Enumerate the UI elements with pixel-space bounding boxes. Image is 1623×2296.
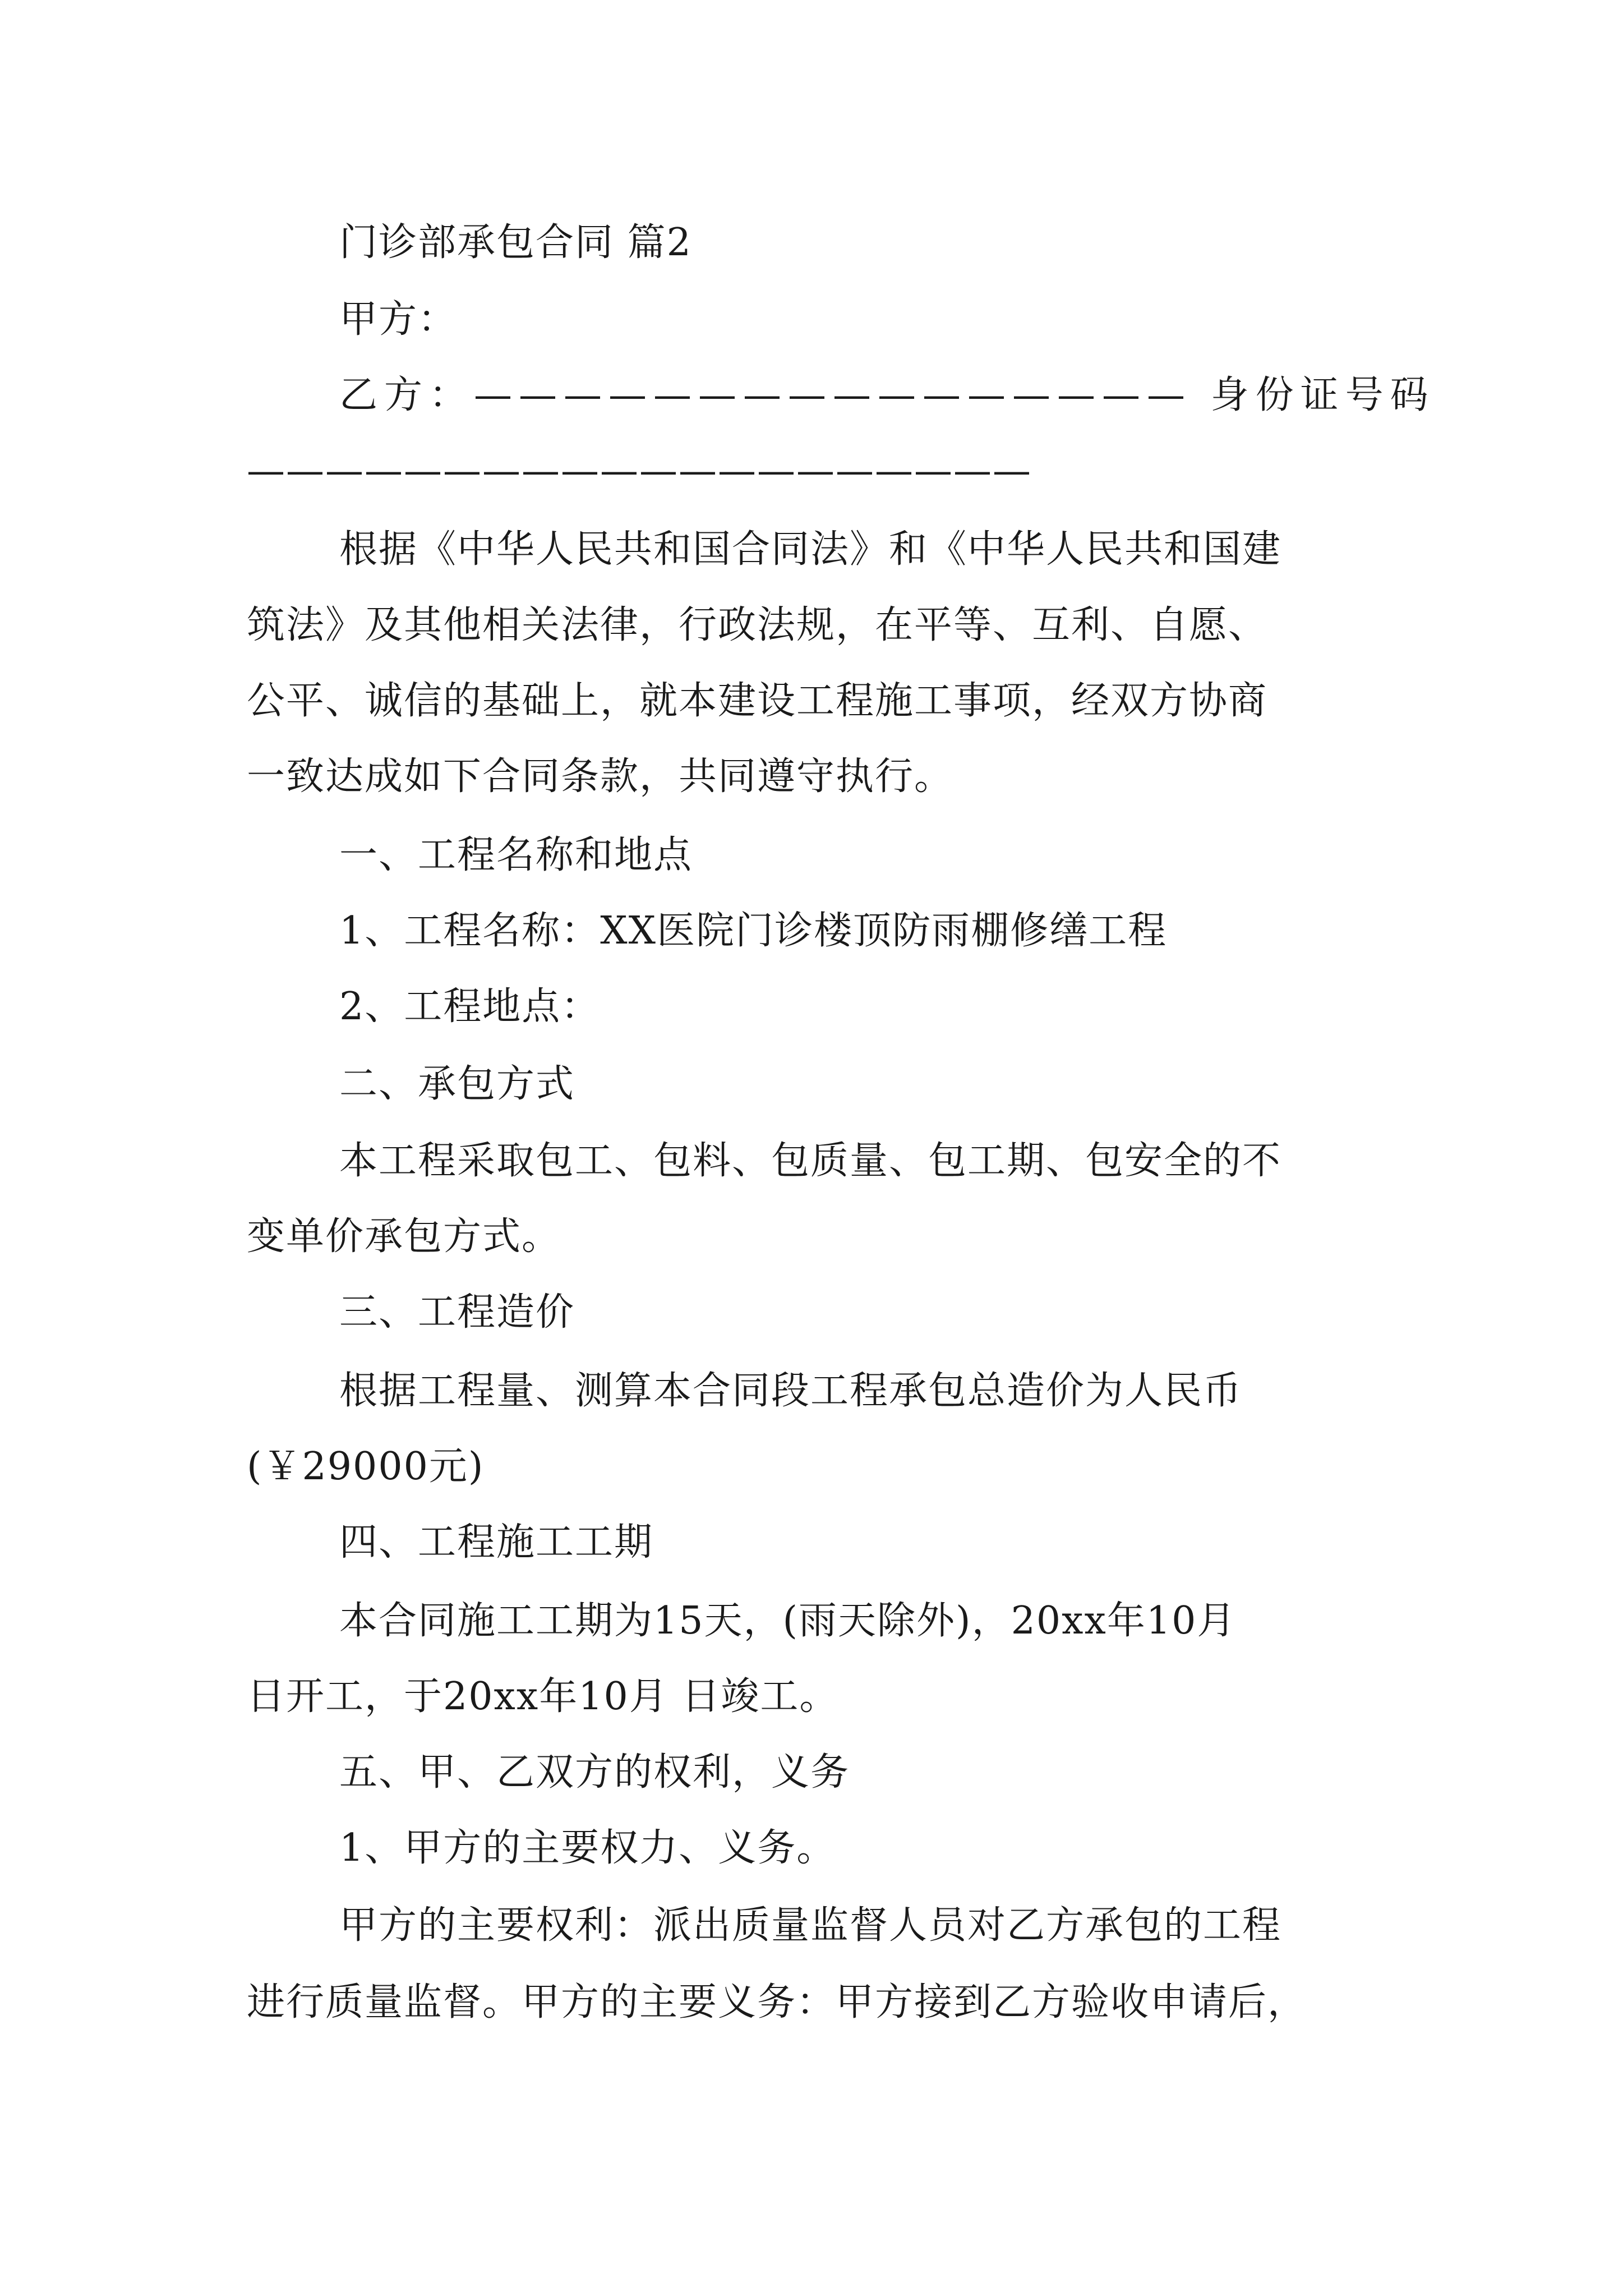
intro-paragraph-line-1: 根据《中华人民共和国合同法》和《中华人民共和国建 bbox=[339, 527, 1282, 572]
section-5-item-1: 1、甲方的主要权力、义务。 bbox=[339, 1826, 836, 1870]
section-3-heading: 三、工程造价 bbox=[339, 1290, 575, 1335]
section-2-paragraph-line-2: 变单价承包方式。 bbox=[247, 1214, 561, 1259]
section-4-heading: 四、工程施工工期 bbox=[339, 1520, 654, 1565]
party-a-line: 甲方： bbox=[339, 297, 458, 342]
section-5-paragraph-line-2: 进行质量监督。甲方的主要义务：甲方接到乙方验收申请后， bbox=[247, 1980, 1307, 2024]
section-4-paragraph-line-1: 本合同施工工期为15天，(雨天除外)，20xx年10月 bbox=[339, 1599, 1237, 1643]
section-1-item-2: 2、工程地点： bbox=[339, 984, 601, 1029]
section-3-paragraph-line-2: (￥29000元) bbox=[247, 1444, 485, 1489]
section-4-paragraph-line-2: 日开工，于20xx年10月 日竣工。 bbox=[247, 1674, 839, 1719]
section-2-paragraph-line-1: 本工程采取包工、包料、包质量、包工期、包安全的不 bbox=[339, 1139, 1282, 1183]
party-b-id-line: ———————————————————— bbox=[247, 449, 1032, 493]
section-3-paragraph-line-1: 根据工程量、测算本合同段工程承包总造价为人民币 bbox=[339, 1369, 1243, 1413]
section-2-heading: 二、承包方式 bbox=[339, 1062, 575, 1106]
intro-paragraph-line-4: 一致达成如下合同条款，共同遵守执行。 bbox=[247, 754, 954, 799]
section-1-item-1: 1、工程名称：XX医院门诊楼顶防雨棚修缮工程 bbox=[339, 909, 1168, 953]
section-5-heading: 五、甲、乙双方的权利，义务 bbox=[339, 1750, 850, 1795]
intro-paragraph-line-3: 公平、诚信的基础上，就本建设工程施工事项，经双方协商 bbox=[247, 679, 1268, 723]
party-b-line: 乙方：———————————————— 身份证号码 bbox=[339, 373, 1435, 417]
intro-paragraph-line-2: 筑法》及其他相关法律，行政法规，在平等、互利、自愿、 bbox=[247, 603, 1268, 647]
section-5-paragraph-line-1: 甲方的主要权利：派出质量监督人员对乙方承包的工程 bbox=[339, 1903, 1282, 1948]
document-title: 门诊部承包合同 篇2 bbox=[339, 220, 692, 265]
section-1-heading: 一、工程名称和地点 bbox=[339, 833, 693, 877]
